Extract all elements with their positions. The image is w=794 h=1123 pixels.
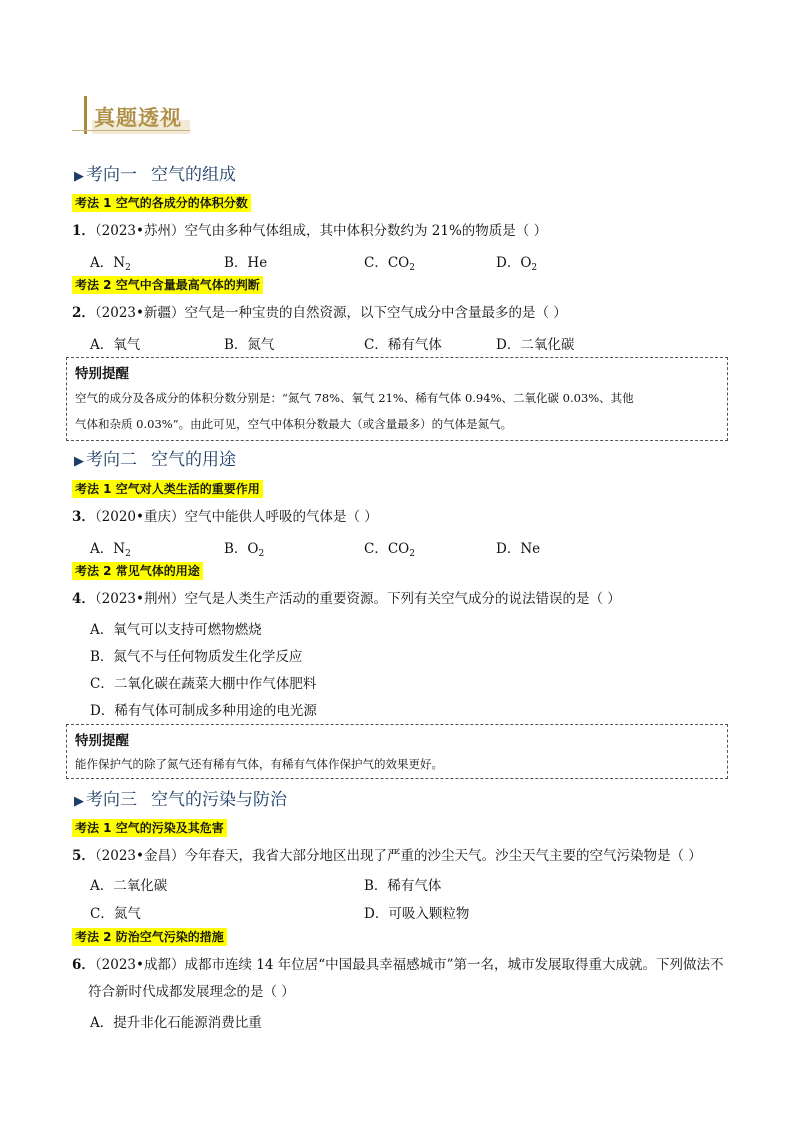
note-title: 特别提醒 xyxy=(75,733,129,749)
question-number: 5． xyxy=(72,848,95,864)
question-number: 1． xyxy=(72,223,95,239)
section-title: 空气的用途 xyxy=(151,450,236,470)
question-stem-continued: 符合新时代成都发展理念的是（ ） xyxy=(88,984,295,1000)
section-label: 考向一 xyxy=(86,165,137,185)
option: D．Ne xyxy=(496,541,541,557)
option: A．$N_2$ xyxy=(90,541,131,559)
page-title: 真题透视 xyxy=(94,106,182,130)
method-tag: 考法 2 防治空气污染的措施 xyxy=(72,928,227,946)
banner-bar xyxy=(84,96,87,134)
section-heading-2 xyxy=(74,445,236,470)
option: D．$O_2$ xyxy=(496,255,538,273)
option: A．氧气 xyxy=(90,337,141,353)
question-number: 2． xyxy=(72,305,95,321)
question-stem: （2023•荆州）空气是人类生产活动的重要资源。下列有关空气成分的说法错误的是（ ） xyxy=(94,591,621,607)
question-stem: （2023•苏州）空气由多种气体组成，其中体积分数约为 21%的物质是（ ） xyxy=(94,223,548,239)
section-heading-3 xyxy=(74,785,287,810)
method-tag: 考法 2 空气中含量最高气体的判断 xyxy=(72,276,263,294)
method-tag: 考法 2 常见气体的用途 xyxy=(72,562,203,580)
question-stem: （2023•金昌）今年春天，我省大部分地区出现了严重的沙尘天气。沙尘天气主要的空气污染物是（ ） xyxy=(94,848,702,864)
note-line: 空气的成分及各成分的体积分数分别是：“氮气 78%、氧气 21%、稀有气体 0.94%、二氧化碳 0.03%、其他 xyxy=(75,391,634,405)
note-line: 能作保护气的除了氮气还有稀有气体，有稀有气体作保护气的效果更好。 xyxy=(75,757,443,771)
question-stem: （2023•新疆）空气是一种宝贵的自然资源，以下空气成分中含量最多的是（ ） xyxy=(94,305,567,321)
question-3 xyxy=(72,508,378,526)
section-heading-1 xyxy=(74,160,236,185)
option: A．$N_2$ xyxy=(90,255,131,273)
option: C．氮气 xyxy=(90,906,141,922)
question-6 xyxy=(72,956,724,974)
question-number: 3． xyxy=(72,509,95,525)
option: C．$CO_2$ xyxy=(364,541,415,559)
question-4 xyxy=(72,590,621,608)
question-stem: （2020•重庆）空气中能供人呼吸的气体是（ ） xyxy=(94,509,378,525)
section-label: 考向二 xyxy=(86,450,137,470)
section-title: 空气的组成 xyxy=(151,165,236,185)
triangle-icon: ▶ xyxy=(74,794,84,809)
section-label: 考向三 xyxy=(86,790,137,810)
question-stem: （2023•成都）成都市连续 14 年位居“中国最具幸福感城市”第一名，城市发展取得重大成就。下列做法不 xyxy=(94,957,724,973)
option: B．$O_2$ xyxy=(224,541,265,559)
option: A．二氧化碳 xyxy=(90,878,168,894)
option: D．可吸入颗粒物 xyxy=(364,906,470,922)
option: D．二氧化碳 xyxy=(496,337,575,353)
option: B．He xyxy=(224,255,268,271)
option: C．二氧化碳在蔬菜大棚中作气体肥料 xyxy=(90,676,317,692)
question-number: 4． xyxy=(72,591,95,607)
option: B．氮气不与任何物质发生化学反应 xyxy=(90,649,303,665)
question-2 xyxy=(72,304,567,322)
option: B．氮气 xyxy=(224,337,275,353)
option: B．稀有气体 xyxy=(364,878,442,894)
note-title: 特别提醒 xyxy=(75,366,129,382)
section-title: 空气的污染与防治 xyxy=(151,790,287,810)
method-tag: 考法 1 空气的污染及其危害 xyxy=(72,819,227,837)
question-number: 6． xyxy=(72,957,95,973)
page-title-banner xyxy=(72,96,198,138)
note-box-1 xyxy=(66,357,728,441)
option: C．稀有气体 xyxy=(364,337,442,353)
option: C．$CO_2$ xyxy=(364,255,415,273)
question-1 xyxy=(72,222,547,240)
option: A．氧气可以支持可燃物燃烧 xyxy=(90,622,262,638)
note-line: 气体和杂质 0.03%”。由此可见，空气中体积分数最大（或含量最多）的气体是氮气。 xyxy=(75,417,513,431)
option: D．稀有气体可制成多种用途的电光源 xyxy=(90,703,317,719)
triangle-icon: ▶ xyxy=(74,169,84,184)
question-5 xyxy=(72,847,702,865)
method-tag: 考法 1 空气的各成分的体积分数 xyxy=(72,194,251,212)
triangle-icon: ▶ xyxy=(74,454,84,469)
method-tag: 考法 1 空气对人类生活的重要作用 xyxy=(72,480,263,498)
note-box-2 xyxy=(66,724,728,779)
option: A．提升非化石能源消费比重 xyxy=(90,1015,262,1031)
